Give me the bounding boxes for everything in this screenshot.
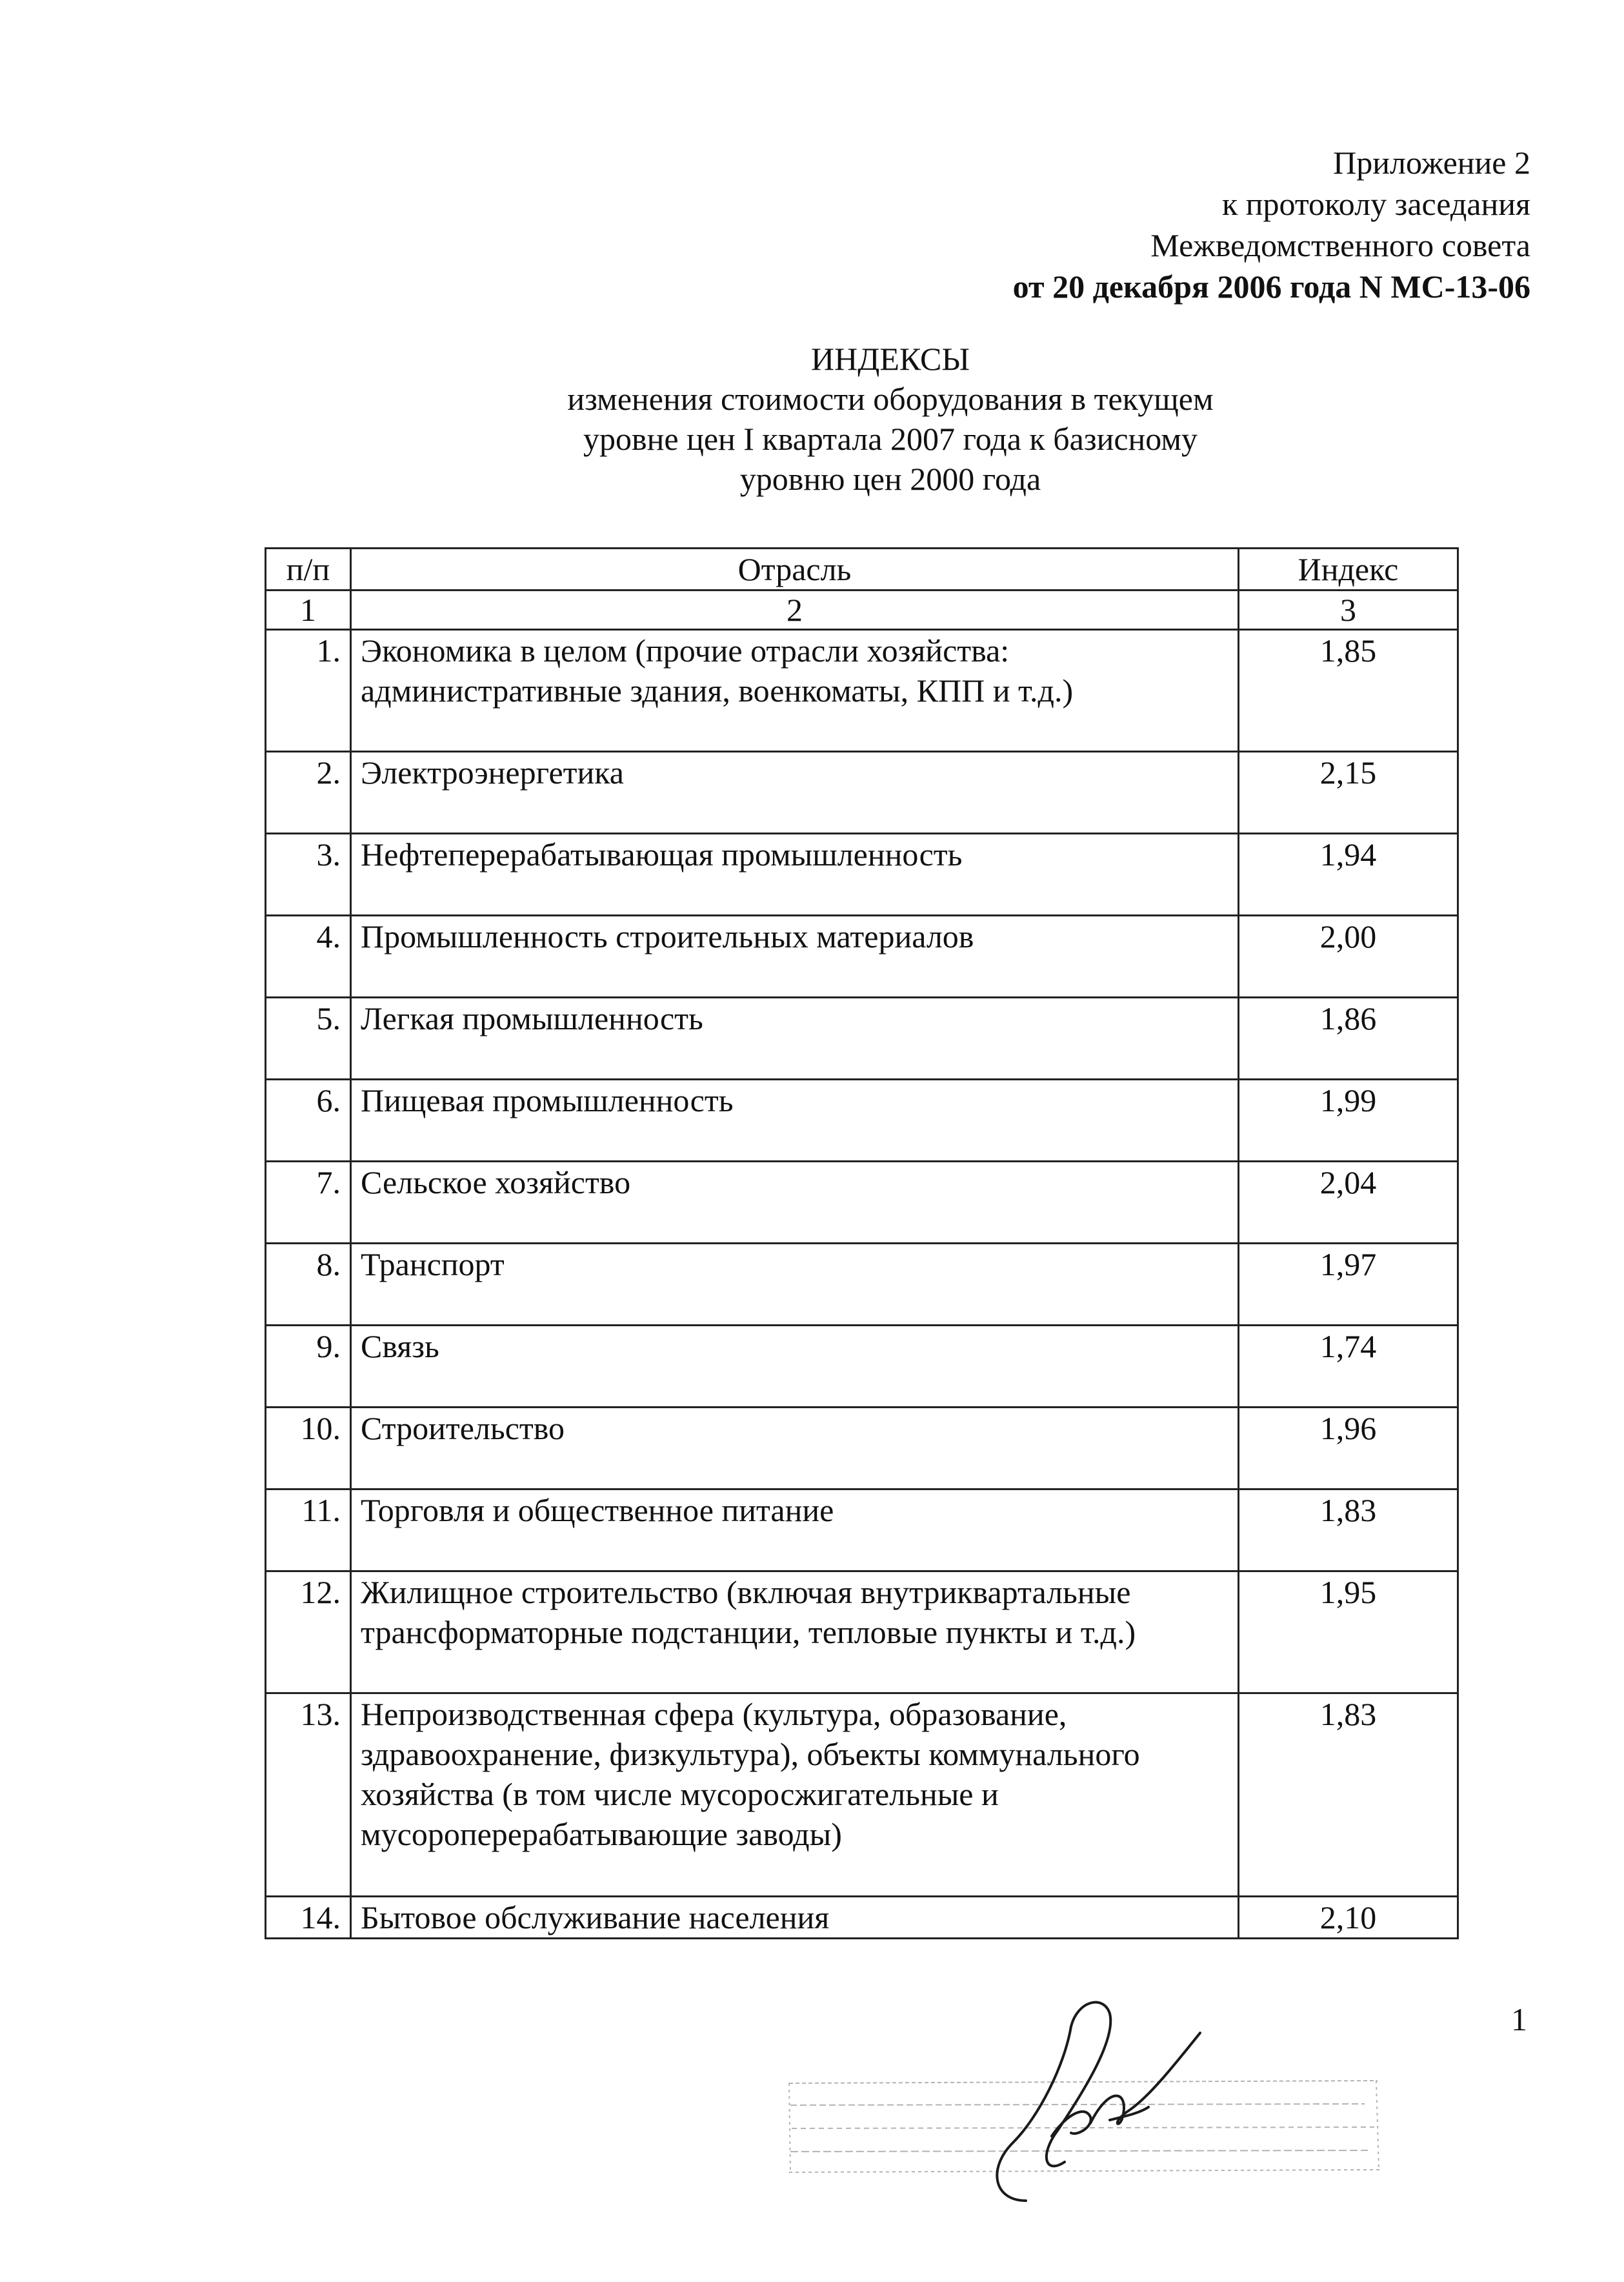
signature	[916, 1988, 1226, 2220]
row-branch: Промышленность строительных материалов	[351, 916, 1239, 998]
title-heading: ИНДЕКСЫ	[811, 341, 970, 377]
annex-line-3: Межведомственного совета	[1150, 227, 1530, 263]
table-row	[266, 630, 1458, 752]
col-number-2: 2	[351, 591, 1239, 630]
table-row	[266, 1244, 1458, 1326]
row-branch: Строительство	[351, 1408, 1239, 1489]
row-num: 10.	[266, 1408, 351, 1489]
row-branch: Непроизводственная сфера (культура, образование, здравоохранение, физкультура), объекты коммунального хозяйства (в том числе мусоросжигательные и мусороперерабатывающие заводы)	[351, 1693, 1239, 1897]
title-line-3: уровню цен 2000 года	[739, 461, 1041, 497]
row-index: 1,95	[1239, 1571, 1458, 1693]
row-branch: Жилищное строительство (включая внутриквартальные трансформаторные подстанции, тепловые пункты и т.д.)	[351, 1571, 1239, 1693]
row-num: 7.	[266, 1162, 351, 1244]
row-index: 1,96	[1239, 1408, 1458, 1489]
document-title	[503, 339, 1278, 499]
row-index: 1,74	[1239, 1326, 1458, 1408]
col-number-1: 1	[266, 591, 351, 630]
row-branch: Электроэнергетика	[351, 752, 1239, 834]
row-num: 3.	[266, 834, 351, 916]
row-branch: Транспорт	[351, 1244, 1239, 1326]
row-branch: Бытовое обслуживание населения	[351, 1897, 1239, 1939]
row-num: 4.	[266, 916, 351, 998]
table-column-numbers-row	[266, 591, 1458, 630]
annex-line-2: к протоколу заседания	[1221, 186, 1530, 222]
row-num: 12.	[266, 1571, 351, 1693]
row-branch: Экономика в целом (прочие отрасли хозяйства: административные здания, военкоматы, КПП и т.д.)	[351, 630, 1239, 752]
row-branch: Легкая промышленность	[351, 998, 1239, 1080]
index-table	[265, 547, 1459, 1939]
table-row	[266, 1571, 1458, 1693]
col-number-3: 3	[1239, 591, 1458, 630]
row-index: 2,04	[1239, 1162, 1458, 1244]
header-index: Индекс	[1239, 549, 1458, 591]
table-row	[266, 1897, 1458, 1939]
title-line-2: уровне цен I квартала 2007 года к базисному	[583, 421, 1198, 457]
row-branch: Пищевая промышленность	[351, 1080, 1239, 1162]
table-row	[266, 752, 1458, 834]
row-num: 9.	[266, 1326, 351, 1408]
row-index: 1,83	[1239, 1693, 1458, 1897]
row-num: 14.	[266, 1897, 351, 1939]
row-num: 6.	[266, 1080, 351, 1162]
row-branch: Сельское хозяйство	[351, 1162, 1239, 1244]
row-num: 8.	[266, 1244, 351, 1326]
page-number: 1	[1511, 2001, 1527, 2037]
row-index: 2,00	[1239, 916, 1458, 998]
annex-line-4: от 20 декабря 2006 года N МС-13-06	[1012, 268, 1530, 305]
row-num: 5.	[266, 998, 351, 1080]
row-index: 2,15	[1239, 752, 1458, 834]
row-index: 1,83	[1239, 1489, 1458, 1571]
table-row	[266, 1326, 1458, 1408]
row-index: 1,99	[1239, 1080, 1458, 1162]
row-num: 11.	[266, 1489, 351, 1571]
row-num: 2.	[266, 752, 351, 834]
table-row	[266, 1080, 1458, 1162]
table-row	[266, 834, 1458, 916]
row-num: 13.	[266, 1693, 351, 1897]
table-row	[266, 1162, 1458, 1244]
annex-header	[1013, 142, 1530, 307]
table-row	[266, 1693, 1458, 1897]
row-index: 2,10	[1239, 1897, 1458, 1939]
table-row	[266, 998, 1458, 1080]
row-index: 1,97	[1239, 1244, 1458, 1326]
table-row	[266, 1408, 1458, 1489]
annex-line-1: Приложение 2	[1333, 145, 1530, 181]
header-num: п/п	[266, 549, 351, 591]
table-header-row	[266, 549, 1458, 591]
row-index: 1,94	[1239, 834, 1458, 916]
row-branch: Связь	[351, 1326, 1239, 1408]
row-index: 1,86	[1239, 998, 1458, 1080]
row-num: 1.	[266, 630, 351, 752]
row-index: 1,85	[1239, 630, 1458, 752]
table-row	[266, 916, 1458, 998]
table-row	[266, 1489, 1458, 1571]
header-branch: Отрасль	[351, 549, 1239, 591]
title-line-1: изменения стоимости оборудования в текущем	[567, 381, 1214, 417]
row-branch: Торговля и общественное питание	[351, 1489, 1239, 1571]
row-branch: Нефтеперерабатывающая промышленность	[351, 834, 1239, 916]
